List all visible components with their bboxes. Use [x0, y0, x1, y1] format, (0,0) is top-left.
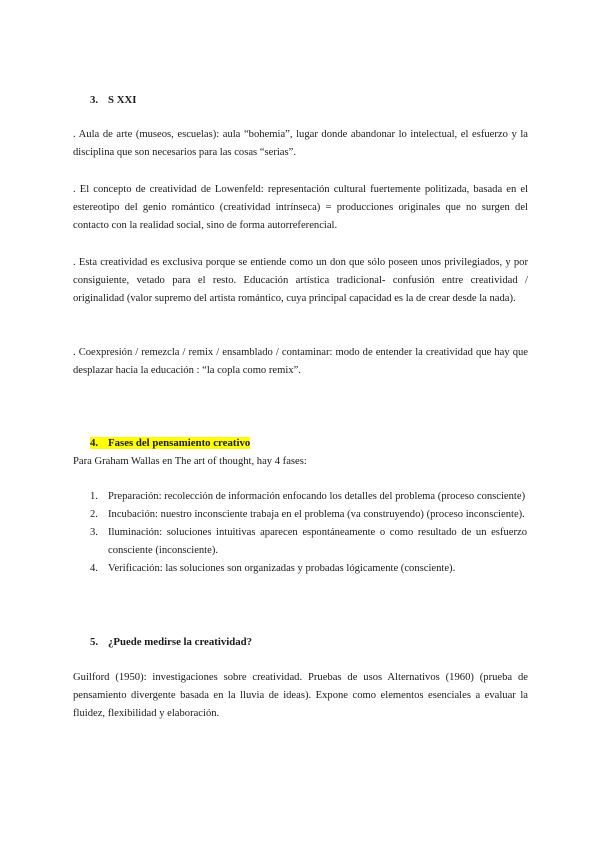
list-item-text: Preparación: recolección de información enfocando los detalles del problema (proceso consciente): [108, 491, 526, 502]
section-5-number: 5.: [90, 636, 99, 648]
list-item: [90, 488, 527, 506]
list-item-text: Incubación: nuestro inconsciente trabaja en el problema (va construyendo) (proceso inconsciente).: [108, 509, 525, 520]
list-item-number: 3.: [90, 527, 98, 538]
list-item-number: 2.: [90, 509, 98, 520]
list-item-number: 1.: [90, 491, 98, 502]
section-3-paragraph-1: . Aula de arte (museos, escuelas): aula “bohemia”, lugar donde abandonar lo intelectual, el esfuerzo y la disciplina que son necesarios para las cosas “serias”.: [73, 129, 528, 158]
section-3-heading: [90, 91, 137, 109]
list-item: [90, 560, 527, 578]
section-4-heading: [90, 434, 250, 452]
section-4-highlight: [90, 437, 250, 449]
list-item-number: 4.: [90, 563, 98, 574]
section-4-title: Fases del pensamiento creativo: [108, 437, 251, 449]
phases-list: [90, 488, 527, 578]
list-item: [90, 524, 527, 560]
section-4-intro: Para Graham Wallas en The art of thought, hay 4 fases:: [73, 456, 307, 467]
list-item-text: Iluminación: soluciones intuitivas aparecen espontáneamente o como resultado de un esfuerzo consciente (inconsciente).: [108, 527, 527, 556]
section-4-number: 4.: [90, 437, 99, 449]
section-3-paragraph-2: . El concepto de creatividad de Lowenfeld: representación cultural fuertemente politizada, basada en el estereotipo del genio romántico (creatividad intrínseca) = producciones originales que no surgen del contacto con la realidad social, sino de forma autorreferencial.: [73, 184, 528, 231]
section-5-title: ¿Puede medirse la creatividad?: [108, 636, 253, 648]
section-5-paragraph: Guilford (1950): investigaciones sobre creatividad. Pruebas de usos Alternativos (1960) (prueba de pensamiento divergente basada en la lluvia de ideas). Expone como elementos esenciales a evaluar la fluidez, flexibilidad y elaboración.: [73, 672, 528, 719]
section-3-paragraph-3: . Esta creatividad es exclusiva porque se entiende como un don que sólo poseen unos privilegiados, y por consiguiente, vetado para el resto. Educación artística tradicional- confusión entre creatividad / originalidad (valor supremo del artista romántico, cuya principal capacidad es la de crear desde la nada).: [73, 257, 528, 304]
list-item-text: Verificación: las soluciones son organizadas y probadas lógicamente (consciente).: [108, 563, 456, 574]
section-3-number: 3.: [90, 94, 99, 106]
section-3-paragraph-4: . Coexpresión / remezcla / remix / ensamblado / contaminar: modo de entender la creatividad que hay que desplazar hacia la educación : “la copla como remix”.: [73, 347, 528, 376]
list-item: [90, 506, 527, 524]
section-5-heading: [90, 633, 252, 651]
section-3-title: S XXI: [108, 94, 137, 106]
